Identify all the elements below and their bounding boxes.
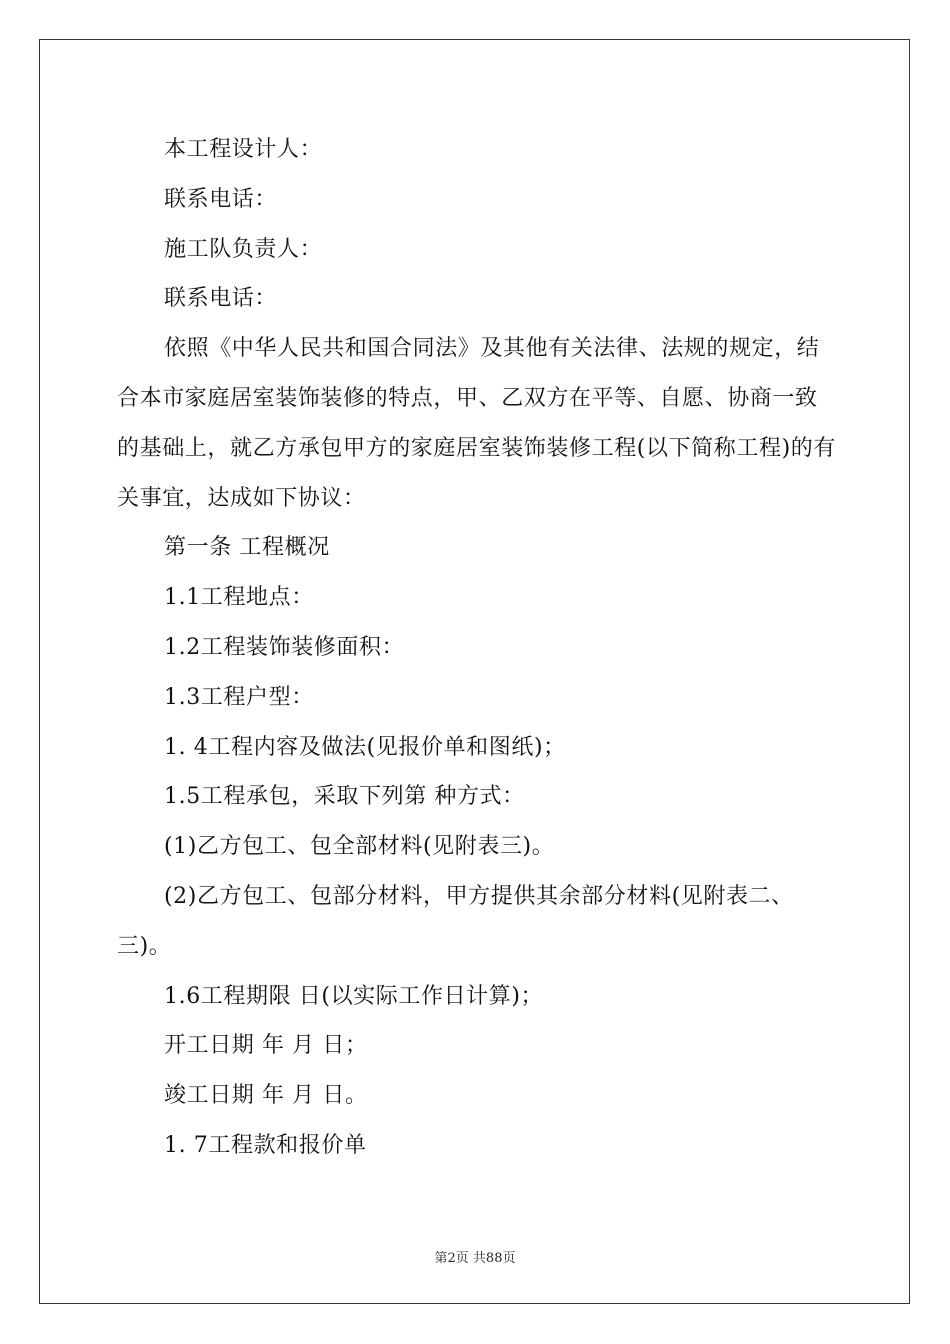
paragraph: 联系电话： [164, 286, 278, 312]
section-heading: 第一条 工程概况 [164, 535, 330, 561]
paragraph: 联系电话： [164, 186, 278, 212]
paragraph: 竣工日期 年 月 日。 [164, 1083, 368, 1109]
paragraph: 1.3工程户型： [164, 684, 314, 710]
paragraph: 1.2工程装饰装修面积： [164, 634, 405, 660]
paragraph: 本工程设计人： [164, 137, 323, 162]
document-body [117, 125, 837, 1171]
paragraph: 1. 4工程内容及做法(见报价单和图纸)； [164, 734, 566, 760]
paragraph: (2)乙方包工、包部分材料，甲方提供其余部分材料(见附表二、三)。 [117, 883, 794, 959]
paragraph: 1.6工程期限 日(以实际工作日计算)； [164, 983, 544, 1009]
paragraph: 施工队负责人： [164, 236, 323, 262]
page-number: 第2页 共88页 [434, 1251, 516, 1266]
paragraph: 1.5工程承包，采取下列第 种方式： [164, 784, 525, 810]
paragraph: 开工日期 年 月 日； [164, 1033, 368, 1059]
paragraph: (1)乙方包工、包全部材料(见附表三)。 [164, 834, 555, 860]
paragraph: 1.1工程地点： [164, 585, 314, 611]
paragraph: 依照《中华人民共和国合同法》及其他有关法律、法规的规定，结合本市家庭居室装饰装修的特点，甲、乙双方在平等、自愿、协商一致的基础上，就乙方承包甲方的家庭居室装饰装修工程(以下简称工程)的有关事宜，达成如下协议： [117, 336, 836, 511]
paragraph: 1. 7工程款和报价单 [164, 1132, 367, 1158]
